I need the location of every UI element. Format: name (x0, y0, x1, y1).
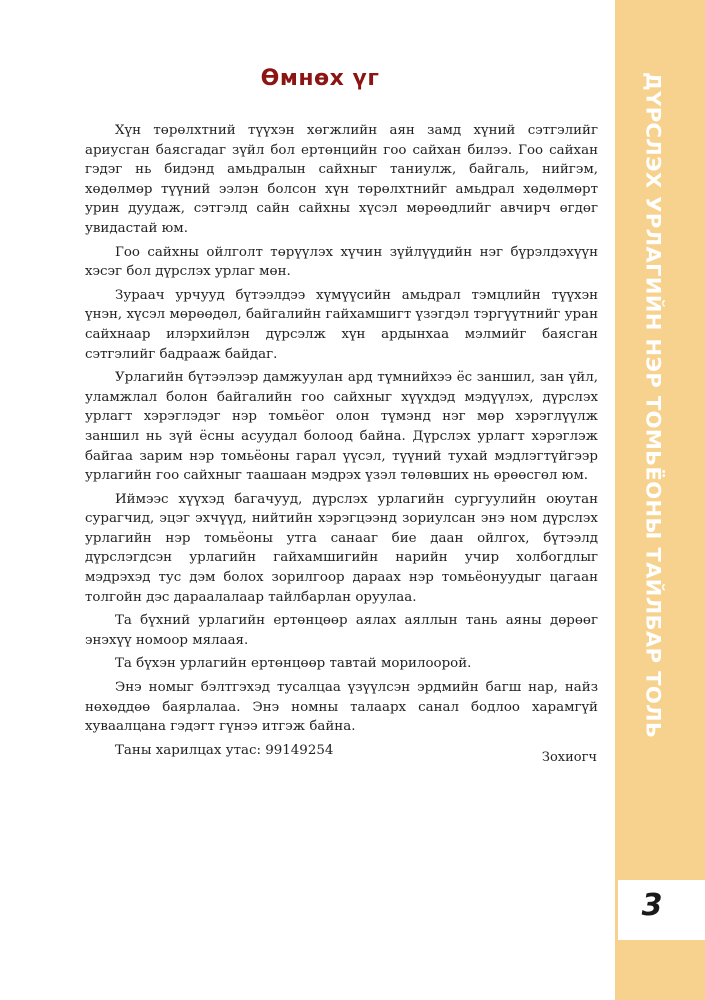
page-number: 3 (641, 888, 663, 923)
page-number-band (618, 940, 705, 1000)
paragraph-phone: Таны харилцах утас: 99149254 (115, 742, 334, 758)
preface-body (85, 121, 598, 764)
paragraph: Гоо сайхны ойлголт төрүүлэх хүчин зүйлүүдийн нэг бүрэлдэхүүн хэсэг бол дүрслэх урлаг мөн. (85, 244, 598, 280)
paragraph: Хүн төрөлхтний түүхэн хөгжлийн аян замд хүний сэтгэлийг ариусган баясгадаг зүйл бол ертөнцийн гоо сайхан билээ. Гоо сайхан гэдэг нь бидэнд амьдралын сайхныг таниулж, байгаль, нийгэм, хөдөлмөр түүний ээлэн болсон хүн төрөлхтнийг амьдрал хөдөлмөрт урин дуудаж, сэтгэлд сайн сайхны хүсэл мөрөөдлийг авчирч өгдөг увидастай юм. (85, 123, 598, 236)
paragraph: Урлагийн бүтээлээр дамжуулан ард түмнийхээ ёс заншил, зан үйл, уламжлал болон байгалийн гоо сайхныг хүүхдэд мэдүүлэх, дүрслэх урлагт хэрэглэдэг нэр томьёог олон түмэнд нэг мөр хэрэглүүлж заншил нь зүй ёсны асуудал болоод байна. Дүрслэх урлагт хэрэглэж байгаа зарим нэр томьёоны гарал үүсэл, түүний тухай мэдлэгтүйгээр урлагийн гоо сайхныг таашаан мэдрэх үзэл төлөвших нь өрөөсгөл юм. (85, 370, 598, 484)
paragraph: Та бүхэн урлагийн ертөнцөөр тавтай морилоорой. (115, 656, 472, 672)
paragraph: Энэ номыг бэлтгэхэд тусалцаа үзүүлсэн эрдмийн багш нар, найз нөхөддөө баярлалаа. Энэ номны талаарх санал бодлоо харамгүй хуваалцана гэдэгт гүнээ итгэж байна. (85, 680, 598, 735)
page-number-area (615, 880, 705, 1000)
paragraph: Та бүхний урлагийн ертөнцөөр аялах аяллын тань аяны дөрөөг энэхүү номоор мялаая. (85, 613, 598, 648)
author-signature: Зохиогч (541, 750, 597, 765)
book-title-text: ДҮРСЛЭХ УРЛАГИЙН НЭР ТОМЬЁОНЫ ТАЙЛБАР ТОЛЬ (641, 72, 665, 739)
paragraph: Зураач урчууд бүтээлдээ хүмүүсийн амьдрал тэмцлийн түүхэн үнэн, хүсэл мөрөөдөл, байгалийн гайхамшигт үзэгдэл тэргүүтнийг уран сайхнаар илэрхийлэн дүрсэлж хүн ардынхаа мэлмийг баясган сэтгэлийг бадрааж байдаг. (85, 287, 598, 362)
paragraph: Иймээс хүүхэд багачууд, дүрслэх урлагийн сургуулийн оюутан сурагчид, эцэг эхчүүд, нийтийн хэрэгцээнд зориулсан энэ ном дүрслэх урлагийн нэр томьёоны утга санааг бие даан ойлгох, бүтээлд дүрслэгдсэн урлагийн гайхамшигийн нарийн учир холбогдлыг мэдрэхэд тус дэм болох зорилгоор дараах нэр томьёонуудыг цагаан толгойн дэс дараалалаар тайлбарлан оруулаа. (85, 491, 598, 605)
book-title-vertical (624, 72, 682, 792)
page-heading: Өмнөх үг (260, 66, 380, 91)
